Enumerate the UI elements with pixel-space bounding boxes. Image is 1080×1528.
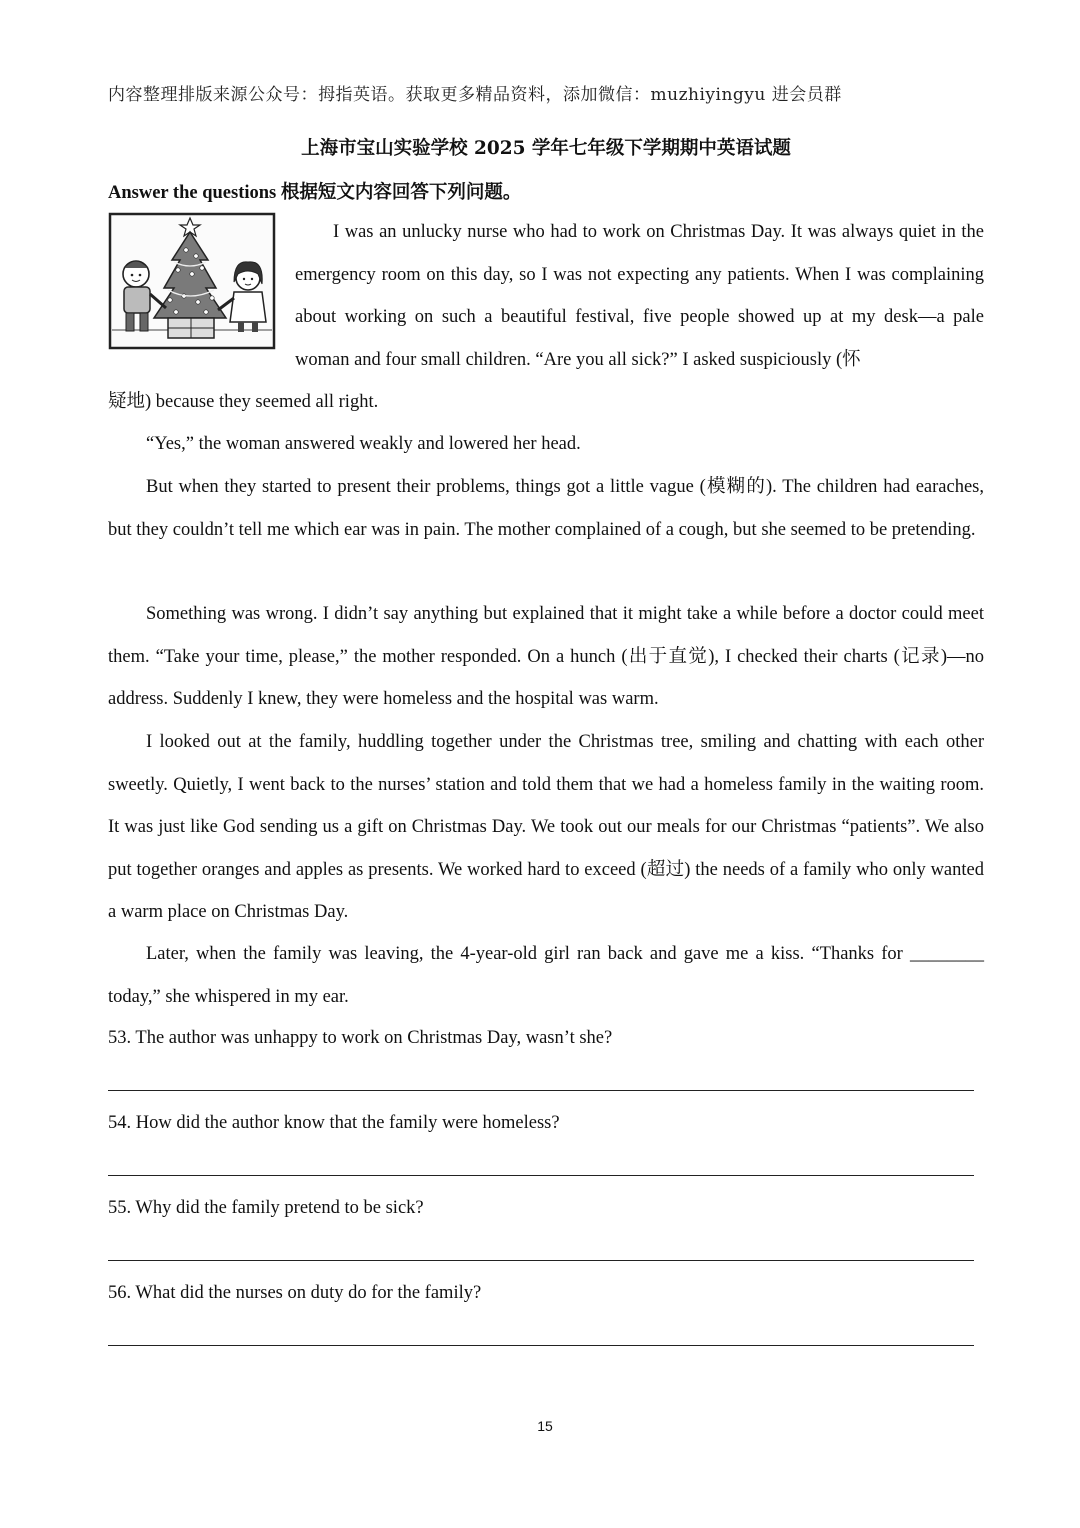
answer-line-56[interactable] (108, 1345, 974, 1346)
answer-line-54[interactable] (108, 1175, 974, 1176)
page-number: 15 (537, 1418, 553, 1434)
passage-paragraph-6: Later, when the family was leaving, the 4-year-old girl ran back and gave me a kiss. “Thanks for ________ today,” she whispered in my ear. (108, 944, 984, 1007)
passage-paragraph-4: Something was wrong. I didn’t say anything but explained that it might take a while before a doctor could meet them. “Take your time, please,” the mother responded. On a hunch (出于直觉), I checked their charts (记录)—no address. Suddenly I knew, they were homeless and the hospital was warm. (108, 604, 984, 709)
instruction (108, 178, 521, 204)
passage-paragraph-3: But when they started to present their problems, things got a little vague (模糊的). The children had earaches, but they couldn’t tell me which ear was in pain. The mother complained of a cough, but she seemed to be pretending. (108, 477, 984, 540)
instruction-en: Answer the questions (108, 183, 281, 203)
question-56: 56. What did the nurses on duty do for the family? (108, 1283, 482, 1303)
page-title: 上海市宝山实验学校 2025 学年七年级下学期期中英语试题 (301, 138, 791, 159)
passage-paragraph-2: “Yes,” the woman answered weakly and lowered her head. (146, 434, 581, 454)
answer-line-55[interactable] (108, 1260, 974, 1261)
answer-line-53[interactable] (108, 1090, 974, 1091)
instruction-cn: 根据短文内容回答下列问题。 (280, 182, 522, 203)
passage-paragraph-1: I was an unlucky nurse who had to work on Christmas Day. It was always quiet in the emergency room on this day, so I was not expecting any patients. When I was complaining about working on such a beautiful festival, five people showed up at my desk—a pale woman and four small children. “Are you all sick?” I asked suspiciously (怀 (295, 222, 984, 370)
christmas-tree-illustration (108, 212, 276, 350)
question-55: 55. Why did the family pretend to be sick? (108, 1198, 424, 1218)
header-note: 内容整理排版来源公众号：拇指英语。获取更多精品资料，添加微信：muzhiyingyu 进会员群 (108, 85, 842, 105)
question-53: 53. The author was unhappy to work on Christmas Day, wasn’t she? (108, 1028, 613, 1048)
passage-paragraph-1-continued: 疑地) because they seemed all right. (108, 392, 379, 412)
question-54: 54. How did the author know that the family were homeless? (108, 1113, 560, 1133)
passage-paragraph-5: I looked out at the family, huddling together under the Christmas tree, smiling and chatting with each other sweetly. Quietly, I went back to the nurses’ station and told them that we had a homeless family in the waiting room. It was just like God sending us a gift on Christmas Day. We took out our meals for our Christmas “patients”. We also put together oranges and apples as presents. We worked hard to exceed (超过) the needs of a family who only wanted a warm place on Christmas Day. (108, 732, 984, 922)
